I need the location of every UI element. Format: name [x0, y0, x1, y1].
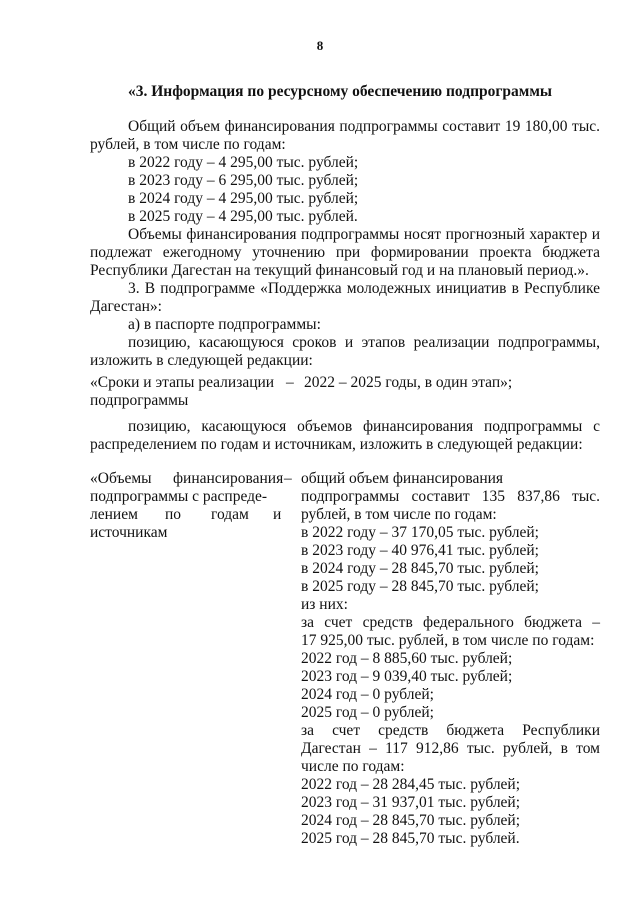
volumes-value-line: за счет средств федерального бюджета –: [301, 614, 600, 631]
paragraph-line: позицию, касающуюся объемов финансирования подпрограммы с: [128, 418, 600, 435]
volumes-value-line: 2025 год – 28 845,70 тыс. рублей.: [301, 830, 520, 847]
volumes-value-line: 2024 год – 28 845,70 тыс. рублей;: [301, 812, 521, 829]
volumes-value-line: Дагестан – 117 912,86 тыс. рублей, в том: [301, 740, 600, 757]
volumes-label: «Объемы: [90, 470, 152, 487]
volumes-value-line: 2022 год – 28 284,45 тыс. рублей;: [301, 776, 521, 793]
volumes-value-line: общий объем финансирования: [301, 470, 504, 487]
volumes-value-line: 2024 год – 0 рублей;: [301, 686, 434, 703]
volumes-value-line: числе по годам:: [301, 758, 405, 775]
paragraph-line: Республики Дагестан на текущий финансовый год и на плановый период.».: [90, 262, 589, 279]
volumes-value-line: из них:: [301, 596, 348, 613]
terms-dash: –: [286, 374, 294, 391]
paragraph-line: Общий объем финансирования подпрограммы составит 19 180,00 тыс.: [128, 118, 600, 135]
volumes-label: по: [165, 506, 182, 523]
volumes-label: и: [273, 506, 282, 523]
paragraph-line: подлежат ежегодному уточнению при формировании проекта бюджета: [90, 244, 600, 261]
year-amount-line: в 2025 году – 4 295,00 тыс. рублей.: [128, 208, 358, 225]
section-heading: «3. Информация по ресурсному обеспечению подпрограммы: [127, 83, 553, 100]
paragraph-line: рублей, в том числе по годам:: [90, 136, 286, 153]
paragraph-line: Дагестан»:: [90, 298, 162, 315]
terms-value: 2022 – 2025 годы, в один этап»;: [304, 374, 513, 391]
volumes-value-line: в 2023 году – 40 976,41 тыс. рублей;: [301, 542, 539, 559]
paragraph-line: Объемы финансирования подпрограммы носят прогнозный характер и: [128, 226, 600, 243]
volumes-value-line: 2023 год – 9 039,40 тыс. рублей;: [301, 668, 513, 685]
volumes-label: источникам: [90, 524, 168, 541]
volumes-value-line: за счет средств бюджета Республики: [301, 722, 600, 739]
volumes-value-line: подпрограммы составит 135 837,86 тыс.: [301, 488, 600, 505]
year-amount-line: в 2024 году – 4 295,00 тыс. рублей;: [128, 190, 359, 207]
volumes-value-line: рублей, в том числе по годам:: [301, 506, 497, 523]
volumes-value-line: 17 925,00 тыс. рублей, в том числе по годам:: [301, 632, 595, 649]
volumes-label: годам: [211, 506, 249, 523]
volumes-label: подпрограммы с распреде-: [90, 488, 268, 505]
volumes-value-line: 2025 год – 0 рублей;: [301, 704, 434, 721]
terms-label: «Сроки и этапы реализации: [90, 374, 275, 391]
year-amount-line: в 2022 году – 4 295,00 тыс. рублей;: [128, 154, 359, 171]
page-number: 8: [316, 38, 324, 53]
paragraph-line: позицию, касающуюся сроков и этапов реализации подпрограммы,: [128, 334, 600, 351]
subitem-line: а) в паспорте подпрограммы:: [128, 316, 321, 333]
volumes-value-line: в 2025 году – 28 845,70 тыс. рублей;: [301, 578, 539, 595]
year-amount-line: в 2023 году – 6 295,00 тыс. рублей;: [128, 172, 359, 189]
paragraph-line: 3. В подпрограмме «Поддержка молодежных инициатив в Республике: [128, 280, 600, 297]
volumes-label: лением: [90, 506, 138, 523]
volumes-value-line: в 2022 году – 37 170,05 тыс. рублей;: [301, 524, 539, 541]
volumes-value-line: 2023 год – 31 937,01 тыс. рублей;: [301, 794, 521, 811]
paragraph-line: распределением по годам и источникам, изложить в следующей редакции:: [90, 436, 583, 453]
volumes-value-line: в 2024 году – 28 845,70 тыс. рублей;: [301, 560, 539, 577]
terms-label: подпрограммы: [90, 392, 189, 409]
volumes-dash: –: [284, 470, 292, 487]
volumes-label: финансирования: [173, 470, 284, 487]
volumes-value-line: 2022 год – 8 885,60 тыс. рублей;: [301, 650, 513, 667]
paragraph-line: изложить в следующей редакции:: [90, 352, 313, 369]
